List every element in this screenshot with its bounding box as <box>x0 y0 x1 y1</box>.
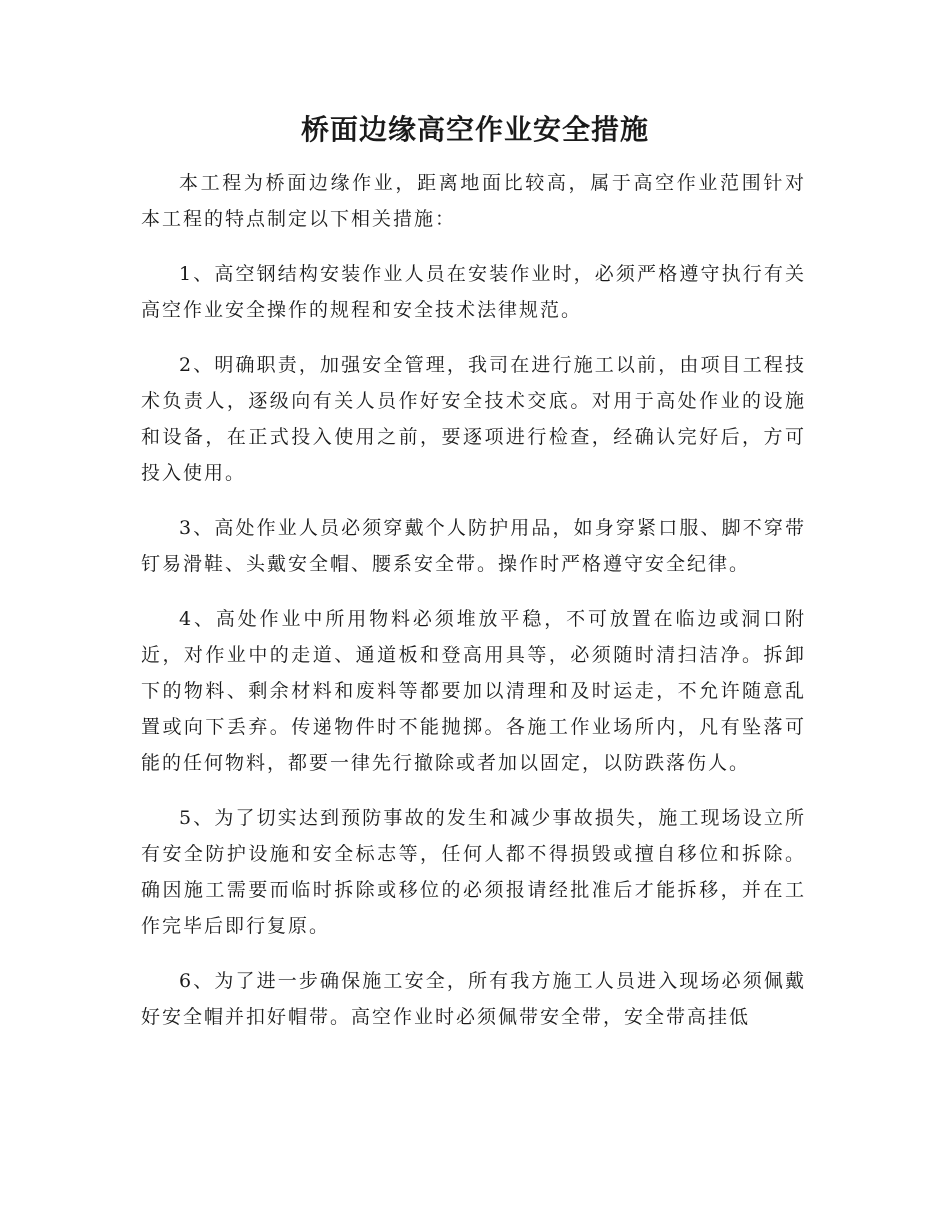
intro-paragraph: 本工程为桥面边缘作业，距离地面比较高，属于高空作业范围针对本工程的特点制定以下相关措施： <box>141 172 806 230</box>
document-title: 桥面边缘高空作业安全措施 <box>300 113 649 146</box>
measure-paragraph-6: 6、为了进一步确保施工安全，所有我方施工人员进入现场必须佩戴好安全帽并扣好帽带。高空作业时必须佩带安全带，安全带高挂低 <box>141 970 806 1028</box>
measure-paragraph-4: 4、高处作业中所用物料必须堆放平稳，不可放置在临边或洞口附近，对作业中的走道、通道板和登高用具等，必须随时清扫洁净。拆卸下的物料、剩余材料和废料等都要加以清理和及时运走，不允许随意乱置或向下丢弃。传递物件时不能抛掷。各施工作业场所内，凡有坠落可能的任何物料，都要一律先行撤除或者加以固定，以防跌落伤人。 <box>141 608 806 774</box>
measure-paragraph-3: 3、高处作业人员必须穿戴个人防护用品，如身穿紧口服、脚不穿带钉易滑鞋、头戴安全帽、腰系安全带。操作时严格遵守安全纪律。 <box>141 517 806 575</box>
measure-paragraph-1: 1、高空钢结构安装作业人员在安装作业时，必须严格遵守执行有关高空作业安全操作的规程和安全技术法律规范。 <box>141 263 806 321</box>
measure-paragraph-5: 5、为了切实达到预防事故的发生和减少事故损失，施工现场设立所有安全防护设施和安全标志等，任何人都不得损毁或擅自移位和拆除。确因施工需要而临时拆除或移位的必须报请经批准后才能拆移，并在工作完毕后即行复原。 <box>141 807 806 937</box>
document-body <box>141 165 806 1054</box>
measure-paragraph-2: 2、明确职责，加强安全管理，我司在进行施工以前，由项目工程技术负责人，逐级向有关人员作好安全技术交底。对用于高处作业的设施和设备，在正式投入使用之前，要逐项进行检查，经确认完好后，方可投入使用。 <box>141 354 806 484</box>
